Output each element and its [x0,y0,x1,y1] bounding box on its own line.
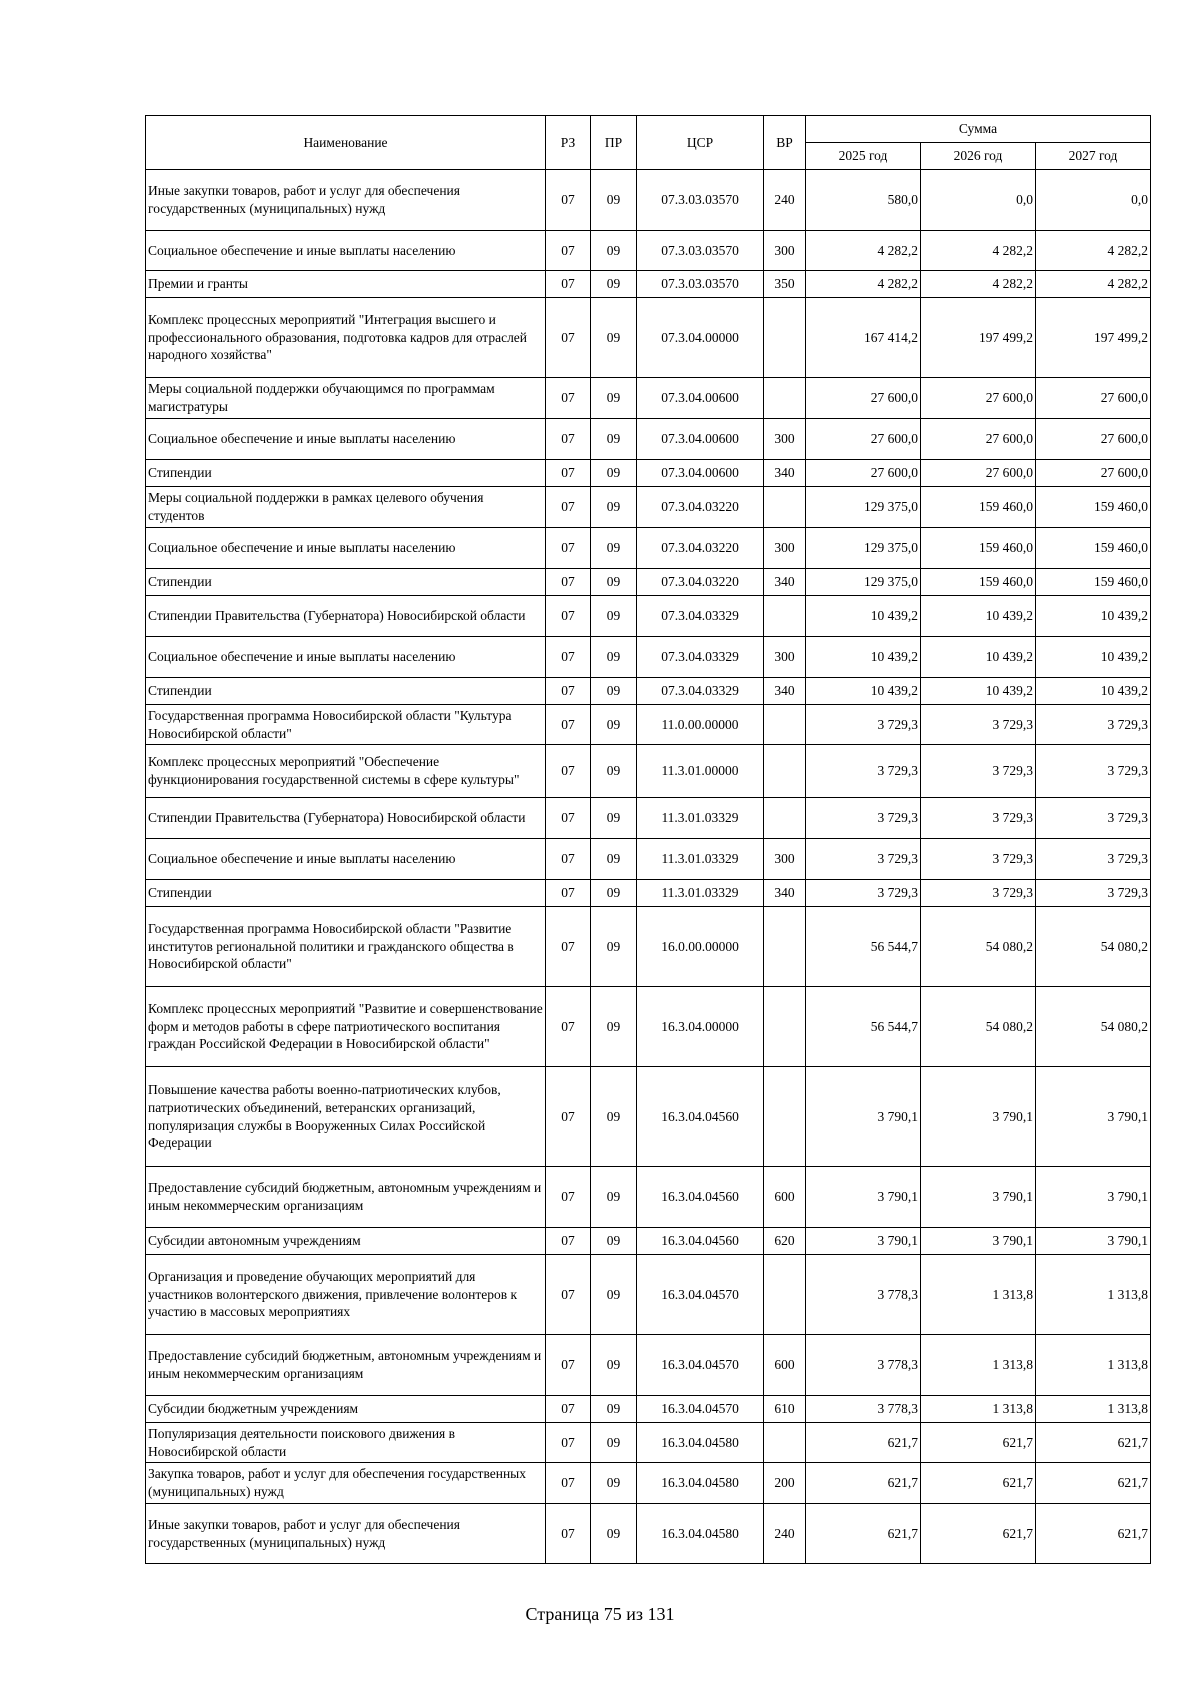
row-pr: 09 [591,987,637,1067]
row-csr: 07.3.04.00600 [637,419,764,460]
row-rz: 07 [546,487,591,528]
row-vr: 300 [764,231,806,271]
row-name: Социальное обеспечение и иные выплаты населению [146,528,546,569]
header-vr: ВР [764,116,806,170]
row-vr: 600 [764,1167,806,1228]
row-vr: 340 [764,880,806,907]
row-amount-2026: 4 282,2 [921,231,1036,271]
row-name: Повышение качества работы военно-патриотических клубов, патриотических объединений, ветеранских организаций, популяризация службы в Вооруженных Силах Российской Федерации [146,1067,546,1167]
row-pr: 09 [591,907,637,987]
row-amount-2026: 159 460,0 [921,569,1036,596]
row-amount-2027: 27 600,0 [1036,460,1151,487]
row-vr: 240 [764,1504,806,1564]
row-amount-2025: 580,0 [806,170,921,231]
row-pr: 09 [591,1335,637,1396]
row-name: Стипендии [146,678,546,705]
row-vr: 300 [764,528,806,569]
table-row [146,798,1151,839]
table-row [146,745,1151,798]
row-amount-2027: 10 439,2 [1036,596,1151,637]
row-pr: 09 [591,880,637,907]
row-vr: 300 [764,839,806,880]
table-row [146,705,1151,745]
row-name: Социальное обеспечение и иные выплаты населению [146,231,546,271]
row-rz: 07 [546,678,591,705]
row-vr: 200 [764,1463,806,1504]
row-vr: 610 [764,1396,806,1423]
row-pr: 09 [591,487,637,528]
row-amount-2026: 54 080,2 [921,987,1036,1067]
row-name: Предоставление субсидий бюджетным, автономным учреждениям и иным некоммерческим организациям [146,1335,546,1396]
row-amount-2026: 3 729,3 [921,880,1036,907]
row-amount-2026: 54 080,2 [921,907,1036,987]
row-amount-2026: 0,0 [921,170,1036,231]
row-amount-2027: 159 460,0 [1036,487,1151,528]
row-amount-2026: 3 729,3 [921,839,1036,880]
row-rz: 07 [546,569,591,596]
row-csr: 16.3.04.04570 [637,1396,764,1423]
row-amount-2025: 4 282,2 [806,231,921,271]
row-amount-2025: 56 544,7 [806,907,921,987]
table-header [146,116,1151,170]
row-csr: 16.3.04.04580 [637,1504,764,1564]
row-rz: 07 [546,298,591,378]
row-amount-2027: 1 313,8 [1036,1335,1151,1396]
table-row [146,637,1151,678]
row-amount-2025: 4 282,2 [806,271,921,298]
row-vr: 300 [764,637,806,678]
row-csr: 07.3.03.03570 [637,231,764,271]
row-name: Стипендии Правительства (Губернатора) Новосибирской области [146,596,546,637]
row-pr: 09 [591,745,637,798]
row-pr: 09 [591,678,637,705]
row-name: Государственная программа Новосибирской области "Культура Новосибирской области" [146,705,546,745]
row-csr: 11.3.01.03329 [637,839,764,880]
page-number: Страница 75 из 131 [525,1604,675,1624]
row-amount-2026: 27 600,0 [921,419,1036,460]
row-vr [764,987,806,1067]
row-vr [764,1255,806,1335]
row-rz: 07 [546,880,591,907]
row-amount-2027: 10 439,2 [1036,678,1151,705]
row-amount-2027: 4 282,2 [1036,271,1151,298]
row-name: Организация и проведение обучающих мероприятий для участников волонтерского движения, привлечение волонтеров к участию в массовых мероприятиях [146,1255,546,1335]
row-name: Меры социальной поддержки в рамках целевого обучения студентов [146,487,546,528]
row-csr: 07.3.04.00000 [637,298,764,378]
row-amount-2025: 27 600,0 [806,378,921,419]
row-vr [764,907,806,987]
table-row [146,907,1151,987]
row-amount-2026: 1 313,8 [921,1255,1036,1335]
row-amount-2026: 10 439,2 [921,637,1036,678]
row-amount-2027: 3 729,3 [1036,745,1151,798]
row-rz: 07 [546,1255,591,1335]
table-row [146,987,1151,1067]
table-row [146,528,1151,569]
row-name: Субсидии автономным учреждениям [146,1228,546,1255]
row-amount-2026: 3 790,1 [921,1067,1036,1167]
row-pr: 09 [591,170,637,231]
row-amount-2026: 3 729,3 [921,745,1036,798]
row-csr: 07.3.03.03570 [637,271,764,298]
header-year-2025: 2025 год [806,143,921,170]
row-amount-2026: 1 313,8 [921,1396,1036,1423]
row-amount-2025: 3 778,3 [806,1396,921,1423]
row-amount-2025: 3 729,3 [806,705,921,745]
row-csr: 16.3.04.04560 [637,1067,764,1167]
table-row [146,880,1151,907]
row-name: Стипендии Правительства (Губернатора) Новосибирской области [146,798,546,839]
table-row [146,1396,1151,1423]
row-rz: 07 [546,596,591,637]
row-rz: 07 [546,637,591,678]
row-vr: 340 [764,569,806,596]
row-pr: 09 [591,569,637,596]
row-amount-2026: 1 313,8 [921,1335,1036,1396]
row-amount-2027: 54 080,2 [1036,907,1151,987]
row-amount-2027: 4 282,2 [1036,231,1151,271]
row-rz: 07 [546,378,591,419]
row-pr: 09 [591,596,637,637]
row-amount-2027: 3 729,3 [1036,839,1151,880]
row-amount-2026: 621,7 [921,1463,1036,1504]
row-pr: 09 [591,1067,637,1167]
row-amount-2027: 621,7 [1036,1463,1151,1504]
table-row [146,1067,1151,1167]
row-csr: 11.3.01.03329 [637,798,764,839]
budget-table [145,115,1151,1564]
row-vr [764,705,806,745]
row-amount-2025: 129 375,0 [806,528,921,569]
row-csr: 16.3.04.04560 [637,1228,764,1255]
row-rz: 07 [546,460,591,487]
table-row [146,1463,1151,1504]
header-sum: Сумма [806,116,1151,143]
row-amount-2026: 27 600,0 [921,378,1036,419]
row-name: Социальное обеспечение и иные выплаты населению [146,419,546,460]
table-row [146,419,1151,460]
row-csr: 07.3.04.00600 [637,460,764,487]
row-rz: 07 [546,271,591,298]
row-amount-2027: 197 499,2 [1036,298,1151,378]
row-amount-2026: 621,7 [921,1504,1036,1564]
row-pr: 09 [591,637,637,678]
row-name: Предоставление субсидий бюджетным, автономным учреждениям и иным некоммерческим организациям [146,1167,546,1228]
row-csr: 11.3.01.03329 [637,880,764,907]
row-vr [764,745,806,798]
row-amount-2027: 1 313,8 [1036,1396,1151,1423]
row-pr: 09 [591,798,637,839]
row-rz: 07 [546,745,591,798]
row-amount-2025: 27 600,0 [806,460,921,487]
table-row [146,460,1151,487]
row-amount-2025: 167 414,2 [806,298,921,378]
row-rz: 07 [546,1463,591,1504]
row-csr: 16.0.00.00000 [637,907,764,987]
row-vr: 350 [764,271,806,298]
row-amount-2027: 27 600,0 [1036,378,1151,419]
row-amount-2025: 3 778,3 [806,1335,921,1396]
row-pr: 09 [591,705,637,745]
row-amount-2026: 3 790,1 [921,1228,1036,1255]
row-pr: 09 [591,1167,637,1228]
row-name: Закупка товаров, работ и услуг для обеспечения государственных (муниципальных) нужд [146,1463,546,1504]
row-vr: 300 [764,419,806,460]
row-vr: 600 [764,1335,806,1396]
row-csr: 07.3.04.00600 [637,378,764,419]
row-csr: 16.3.04.04570 [637,1335,764,1396]
row-pr: 09 [591,378,637,419]
row-pr: 09 [591,1463,637,1504]
row-vr [764,378,806,419]
row-name: Комплекс процессных мероприятий "Обеспечение функционирования государственной системы в сфере культуры" [146,745,546,798]
row-amount-2025: 10 439,2 [806,596,921,637]
row-amount-2025: 621,7 [806,1463,921,1504]
row-amount-2027: 54 080,2 [1036,987,1151,1067]
row-name: Комплекс процессных мероприятий "Развитие и совершенствование форм и методов работы в сфере патриотического воспитания граждан Российской Федерации в Новосибирской области" [146,987,546,1067]
row-amount-2025: 3 790,1 [806,1067,921,1167]
table-row [146,678,1151,705]
row-pr: 09 [591,528,637,569]
row-amount-2026: 27 600,0 [921,460,1036,487]
row-rz: 07 [546,1167,591,1228]
row-rz: 07 [546,839,591,880]
row-amount-2026: 3 790,1 [921,1167,1036,1228]
row-pr: 09 [591,1396,637,1423]
table-row [146,1423,1151,1463]
row-vr [764,298,806,378]
row-amount-2026: 3 729,3 [921,798,1036,839]
table-row [146,271,1151,298]
row-vr: 620 [764,1228,806,1255]
header-rz: РЗ [546,116,591,170]
row-amount-2025: 3 729,3 [806,839,921,880]
row-amount-2027: 27 600,0 [1036,419,1151,460]
row-amount-2027: 621,7 [1036,1504,1151,1564]
table-row [146,1167,1151,1228]
row-vr: 340 [764,678,806,705]
row-amount-2026: 621,7 [921,1423,1036,1463]
row-rz: 07 [546,1504,591,1564]
row-pr: 09 [591,271,637,298]
row-csr: 07.3.04.03220 [637,569,764,596]
table-row [146,1255,1151,1335]
row-name: Социальное обеспечение и иные выплаты населению [146,839,546,880]
row-amount-2026: 3 729,3 [921,705,1036,745]
row-rz: 07 [546,1396,591,1423]
row-name: Стипендии [146,460,546,487]
header-year-2027: 2027 год [1036,143,1151,170]
table-row [146,1335,1151,1396]
row-name: Стипендии [146,880,546,907]
row-amount-2027: 3 729,3 [1036,798,1151,839]
row-rz: 07 [546,798,591,839]
header-year-2026: 2026 год [921,143,1036,170]
table-body [146,170,1151,1564]
row-name: Комплекс процессных мероприятий "Интеграция высшего и профессионального образования, подготовка кадров для отраслей народного хозяйства" [146,298,546,378]
row-amount-2026: 159 460,0 [921,487,1036,528]
row-amount-2025: 3 729,3 [806,745,921,798]
row-amount-2027: 3 790,1 [1036,1167,1151,1228]
row-pr: 09 [591,460,637,487]
row-pr: 09 [591,1228,637,1255]
row-csr: 11.0.00.00000 [637,705,764,745]
row-name: Премии и гранты [146,271,546,298]
row-name: Стипендии [146,569,546,596]
row-rz: 07 [546,1335,591,1396]
row-amount-2027: 0,0 [1036,170,1151,231]
row-csr: 11.3.01.00000 [637,745,764,798]
row-rz: 07 [546,170,591,231]
row-amount-2025: 3 790,1 [806,1228,921,1255]
row-amount-2025: 3 729,3 [806,798,921,839]
header-name: Наименование [146,116,546,170]
row-vr: 340 [764,460,806,487]
row-name: Государственная программа Новосибирской области "Развитие институтов региональной политики и гражданского общества в Новосибирской области" [146,907,546,987]
row-rz: 07 [546,705,591,745]
row-vr [764,596,806,637]
table-row [146,596,1151,637]
row-amount-2027: 1 313,8 [1036,1255,1151,1335]
row-pr: 09 [591,1504,637,1564]
table-row [146,378,1151,419]
row-vr [764,1423,806,1463]
row-rz: 07 [546,987,591,1067]
row-name: Меры социальной поддержки обучающимся по программам магистратуры [146,378,546,419]
row-vr [764,798,806,839]
row-amount-2025: 621,7 [806,1423,921,1463]
row-csr: 07.3.04.03329 [637,678,764,705]
header-pr: ПР [591,116,637,170]
table-row [146,298,1151,378]
row-csr: 16.3.04.04560 [637,1167,764,1228]
row-csr: 07.3.04.03220 [637,528,764,569]
row-csr: 16.3.04.04580 [637,1423,764,1463]
row-name: Иные закупки товаров, работ и услуг для обеспечения государственных (муниципальных) нужд [146,170,546,231]
row-amount-2027: 159 460,0 [1036,528,1151,569]
row-csr: 16.3.04.04580 [637,1463,764,1504]
table-row [146,839,1151,880]
row-amount-2025: 10 439,2 [806,678,921,705]
row-amount-2027: 621,7 [1036,1423,1151,1463]
row-pr: 09 [591,1255,637,1335]
row-amount-2026: 197 499,2 [921,298,1036,378]
row-amount-2027: 3 729,3 [1036,880,1151,907]
row-name: Популяризация деятельности поискового движения в Новосибирской области [146,1423,546,1463]
row-vr: 240 [764,170,806,231]
row-csr: 07.3.04.03329 [637,596,764,637]
table-row [146,1228,1151,1255]
row-name: Субсидии бюджетным учреждениям [146,1396,546,1423]
table-row [146,569,1151,596]
row-rz: 07 [546,528,591,569]
row-amount-2025: 56 544,7 [806,987,921,1067]
row-amount-2025: 129 375,0 [806,487,921,528]
row-amount-2025: 129 375,0 [806,569,921,596]
table-row [146,487,1151,528]
row-amount-2026: 159 460,0 [921,528,1036,569]
row-vr [764,1067,806,1167]
row-pr: 09 [591,419,637,460]
row-rz: 07 [546,419,591,460]
table-row [146,170,1151,231]
row-pr: 09 [591,231,637,271]
row-rz: 07 [546,1423,591,1463]
table-row [146,231,1151,271]
row-amount-2025: 3 778,3 [806,1255,921,1335]
row-amount-2027: 3 729,3 [1036,705,1151,745]
row-amount-2025: 10 439,2 [806,637,921,678]
row-csr: 16.3.04.04570 [637,1255,764,1335]
row-pr: 09 [591,1423,637,1463]
row-rz: 07 [546,231,591,271]
row-amount-2027: 3 790,1 [1036,1067,1151,1167]
row-csr: 07.3.04.03220 [637,487,764,528]
table-row [146,1504,1151,1564]
row-pr: 09 [591,298,637,378]
row-csr: 07.3.03.03570 [637,170,764,231]
row-amount-2025: 3 790,1 [806,1167,921,1228]
row-amount-2027: 159 460,0 [1036,569,1151,596]
row-csr: 16.3.04.00000 [637,987,764,1067]
row-rz: 07 [546,1228,591,1255]
row-amount-2026: 10 439,2 [921,596,1036,637]
row-amount-2025: 3 729,3 [806,880,921,907]
row-rz: 07 [546,907,591,987]
row-amount-2027: 10 439,2 [1036,637,1151,678]
row-csr: 07.3.04.03329 [637,637,764,678]
row-amount-2026: 10 439,2 [921,678,1036,705]
row-name: Социальное обеспечение и иные выплаты населению [146,637,546,678]
row-rz: 07 [546,1067,591,1167]
row-name: Иные закупки товаров, работ и услуг для обеспечения государственных (муниципальных) нужд [146,1504,546,1564]
row-amount-2025: 621,7 [806,1504,921,1564]
row-amount-2027: 3 790,1 [1036,1228,1151,1255]
row-pr: 09 [591,839,637,880]
header-csr: ЦСР [637,116,764,170]
row-amount-2026: 4 282,2 [921,271,1036,298]
row-amount-2025: 27 600,0 [806,419,921,460]
row-vr [764,487,806,528]
